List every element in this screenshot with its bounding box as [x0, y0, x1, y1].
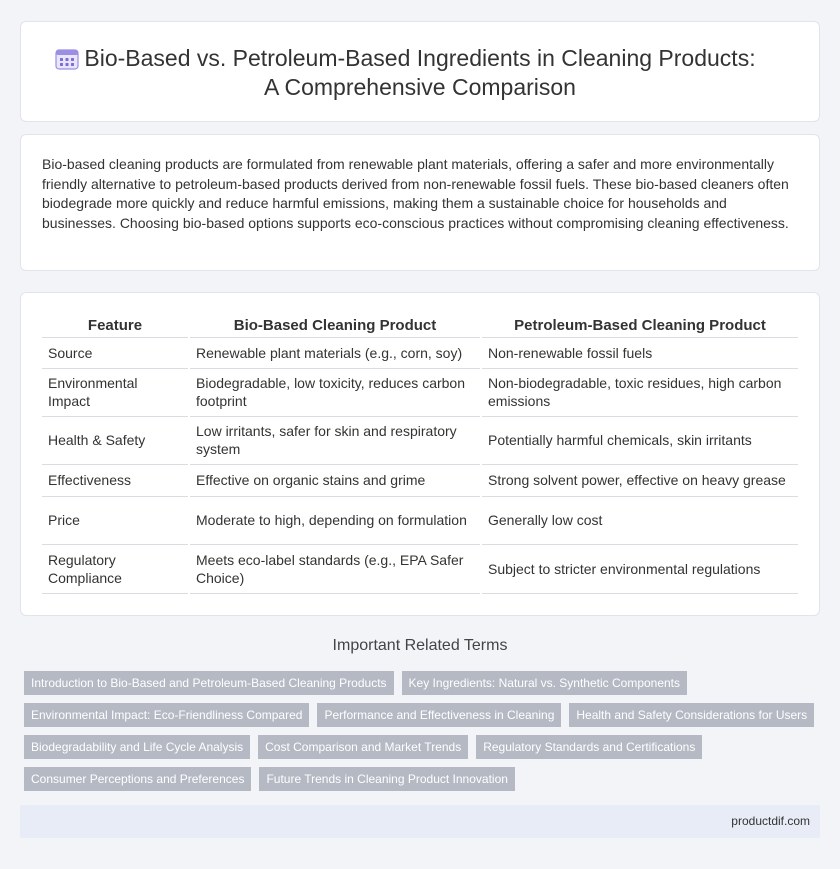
petroleum-based-cell: Generally low cost [481, 496, 798, 544]
footer-site-link[interactable]: productdif.com [731, 814, 810, 828]
petroleum-based-cell: Subject to stricter environmental regulations [481, 544, 798, 593]
related-term-tag[interactable]: Environmental Impact: Eco-Friendliness Compared [24, 703, 309, 727]
comparison-table [42, 315, 798, 594]
tag-row [24, 735, 824, 759]
tag-row [24, 767, 824, 791]
tag-row [24, 703, 824, 727]
footer-bar [20, 805, 820, 838]
comparison-card [20, 292, 820, 616]
petroleum-based-cell: Potentially harmful chemicals, skin irritants [481, 416, 798, 464]
bio-based-cell: Low irritants, safer for skin and respiratory system [189, 416, 481, 464]
table-row [42, 464, 798, 496]
feature-cell: Health & Safety [42, 416, 189, 464]
related-term-tag[interactable]: Biodegradability and Life Cycle Analysis [24, 735, 250, 759]
table-row [42, 544, 798, 593]
related-term-tag[interactable]: Consumer Perceptions and Preferences [24, 767, 251, 791]
petroleum-based-cell: Non-renewable fossil fuels [481, 337, 798, 368]
related-terms-list [24, 671, 824, 799]
tag-row [24, 671, 824, 695]
petroleum-based-cell: Strong solvent power, effective on heavy grease [481, 464, 798, 496]
related-term-tag[interactable]: Health and Safety Considerations for Users [569, 703, 814, 727]
column-header-petroleum-based: Petroleum-Based Cleaning Product [481, 315, 798, 337]
petroleum-based-cell: Non-biodegradable, toxic residues, high carbon emissions [481, 368, 798, 416]
table-row [42, 496, 798, 544]
related-term-tag[interactable]: Performance and Effectiveness in Cleaning [317, 703, 561, 727]
bio-based-cell: Meets eco-label standards (e.g., EPA Safer Choice) [189, 544, 481, 593]
page-title [21, 44, 819, 102]
related-term-tag[interactable]: Cost Comparison and Market Trends [258, 735, 468, 759]
feature-cell: Price [42, 496, 189, 544]
table-row [42, 368, 798, 416]
intro-paragraph: Bio-based cleaning products are formulated from renewable plant materials, offering a safer and more environmentally friendly alternative to petroleum-based products derived from non-renewable fossil fuels. These bio-based cleaners often biodegrade more quickly and reduce harmful emissions, making them a sustainable choice for households and businesses. Choosing bio-based options supports eco-conscious practices without compromising cleaning effectiveness. [42, 156, 789, 231]
table-row [42, 337, 798, 368]
related-term-tag[interactable]: Future Trends in Cleaning Product Innovation [259, 767, 514, 791]
page-title-line-2: A Comprehensive Comparison [264, 74, 576, 100]
column-header-bio-based: Bio-Based Cleaning Product [189, 315, 481, 337]
bio-based-cell: Effective on organic stains and grime [189, 464, 481, 496]
bio-based-cell: Biodegradable, low toxicity, reduces carbon footprint [189, 368, 481, 416]
related-term-tag[interactable]: Introduction to Bio-Based and Petroleum-Based Cleaning Products [24, 671, 394, 695]
header-card [20, 21, 820, 122]
intro-card [20, 134, 820, 271]
bio-based-cell: Moderate to high, depending on formulation [189, 496, 481, 544]
feature-cell: Regulatory Compliance [42, 544, 189, 593]
related-term-tag[interactable]: Regulatory Standards and Certifications [476, 735, 702, 759]
column-header-feature: Feature [42, 315, 189, 337]
related-terms-heading: Important Related Terms [332, 637, 508, 654]
feature-cell: Environmental Impact [42, 368, 189, 416]
page-title-line-1: Bio-Based vs. Petroleum-Based Ingredients in Cleaning Products: [84, 45, 756, 71]
feature-cell: Effectiveness [42, 464, 189, 496]
table-row [42, 416, 798, 464]
feature-cell: Source [42, 337, 189, 368]
related-term-tag[interactable]: Key Ingredients: Natural vs. Synthetic Components [402, 671, 687, 695]
table-header-row [42, 315, 798, 337]
bio-based-cell: Renewable plant materials (e.g., corn, soy) [189, 337, 481, 368]
